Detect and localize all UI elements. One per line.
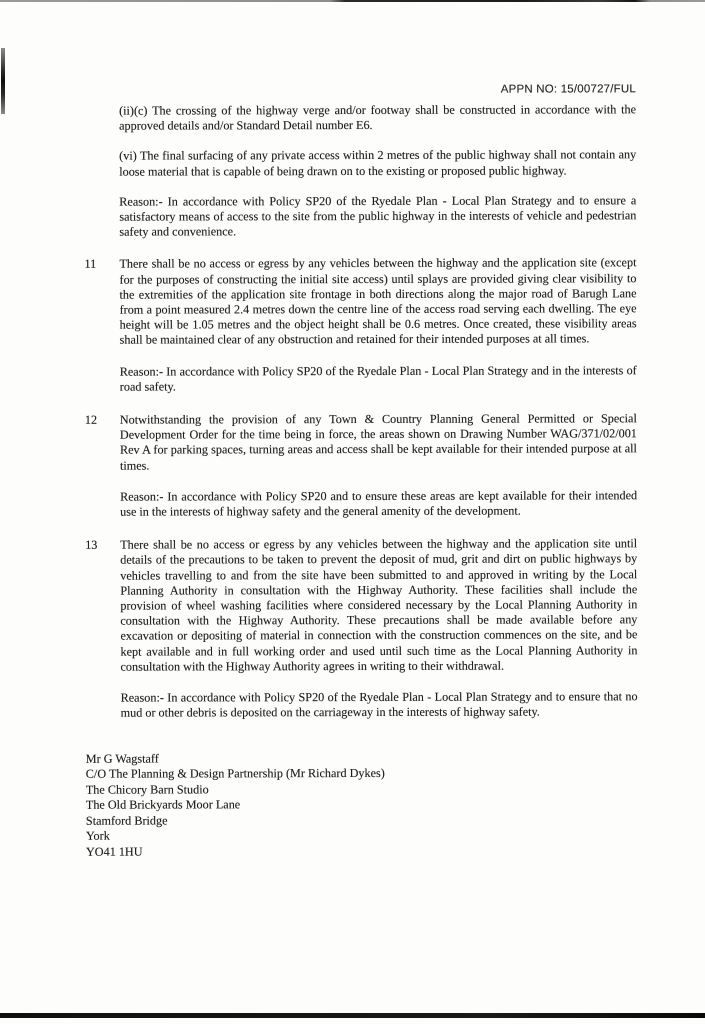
condition-12-body bbox=[120, 411, 637, 520]
address-line-street: The Old Brickyards Moor Lane bbox=[85, 797, 241, 813]
address-line-name: Mr G Wagstaff bbox=[85, 751, 159, 766]
condition-13 bbox=[85, 537, 637, 722]
condition-12-text: Notwithstanding the provision of any Town & Country Planning General Permitted or Special Development Order for the time being in force, the areas shown on Drawing Number WAG/371/02/001 Rev A for parking spaces, turning areas and access shall be kept available for their intended purpose at all times. bbox=[119, 411, 637, 473]
address-line-town: Stamford Bridge bbox=[85, 813, 168, 828]
condition-13-number: 13 bbox=[85, 537, 98, 552]
document-content bbox=[84, 83, 638, 860]
condition-12-number: 12 bbox=[84, 412, 98, 427]
scan-artifact-bottom-bar bbox=[0, 1013, 705, 1018]
condition-12 bbox=[85, 411, 637, 520]
condition-13-body bbox=[120, 537, 637, 722]
condition-11-body bbox=[119, 256, 636, 395]
condition-11-reason: Reason:- In accordance with Policy SP20 of the Ryedale Plan - Local Plan Strategy and in the interests of road safety. bbox=[119, 362, 637, 394]
clause-vi-paragraph: (vi) The final surfacing of any private access within 2 metres of the public highway shall not contain any loose material that is capable of being drawn on to the existing or proposed public highway. bbox=[119, 147, 637, 179]
condition-11-number: 11 bbox=[84, 257, 97, 272]
clause-ii-c-paragraph: (ii)(c) The crossing of the highway verge and/or footway shall be constructed in accordance with the approved details and/or Standard Detail number E6. bbox=[119, 102, 637, 133]
address-line-postcode: YO41 1HU bbox=[85, 844, 143, 859]
condition-12-reason: Reason:- In accordance with Policy SP20 and to ensure these areas are kept available for their intended use in the interests of highway safety and the general amenity of the development. bbox=[120, 488, 638, 519]
scan-artifact-left-mark bbox=[1, 48, 5, 114]
intro-reason-paragraph: Reason:- In accordance with Policy SP20 of the Ryedale Plan - Local Plan Strategy and to ensure a satisfactory means of access to the site from the public highway in the interests of vehicle and pedestrian safety and convenience. bbox=[119, 193, 637, 239]
recipient-address-block bbox=[86, 750, 638, 861]
address-line-co: C/O The Planning & Design Partnership (Mr Richard Dykes) bbox=[85, 766, 385, 781]
scan-artifact-top-edge bbox=[0, 0, 705, 2]
condition-11-text: There shall be no access or egress by any vehicles between the highway and the application site (except for the purposes of constructing the initial site access) until splays are provided giving clear visibility to the extremities of the application site frontage in both directions along the major road of Barugh Lane from a point measured 2.4 metres down the centre line of the access road serving each dwelling. The eye height will be 1.05 metres and the object height shall be 0.6 metres. Once created, these visibility areas shall be maintained clear of any obstruction and retained for their intended purposes at all times. bbox=[119, 255, 637, 348]
address-line-studio: The Chicory Barn Studio bbox=[85, 782, 209, 797]
condition-13-text: There shall be no access or egress by any vehicles between the highway and the application site until details of the precautions to be taken to prevent the deposit of mud, grit and dirt on public highways by vehicles travelling to and from the site have been submitted to and approved in writing by the Local Planning Authority in consultation with the Highway Authority. These facilities shall include the provision of wheel washing facilities where considered necessary by the Local Planning Authority in consultation with the Highway Authority. These precautions shall be made available before any excavation or depositing of material in connection with the construction commences on the site, and be kept available and in full working order and used until such time as the Local Planning Authority in consultation with the Highway Authority agrees in writing to their withdrawal. bbox=[120, 536, 638, 674]
condition-13-reason: Reason:- In accordance with Policy SP20 of the Ryedale Plan - Local Plan Strategy and to ensure that no mud or other debris is deposited on the carriageway in the interests of highway safety. bbox=[120, 689, 638, 720]
application-number: APPN NO: 15/00727/FUL bbox=[500, 83, 637, 96]
condition-11 bbox=[84, 256, 636, 395]
address-line-city: York bbox=[85, 829, 110, 844]
